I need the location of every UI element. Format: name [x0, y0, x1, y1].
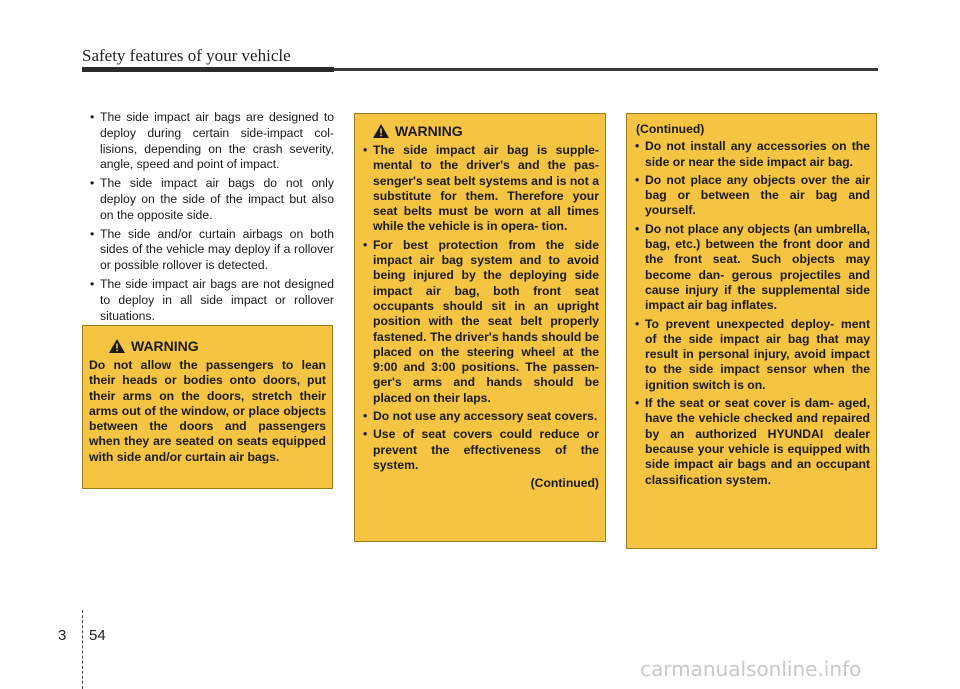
- page-margin-line: [82, 610, 83, 689]
- list-item: • If the seat or seat cover is dam- aged, have the vehicle checked and repaired by an authorized HYUNDAI dealer because your vehicle is equipped with side impact air bags and an occupant classification system.: [633, 396, 870, 488]
- warning-box-continued: [626, 113, 877, 549]
- warning-heading-label: WARNING: [395, 123, 463, 139]
- list-item: • The side impact air bags are designed to deploy during certain side-impact col- lisions, depending on the crash severity, angle, speed and point of impact.: [88, 110, 334, 173]
- warning-heading: [373, 123, 599, 139]
- continued-label: (Continued): [530, 476, 599, 491]
- list-item: • Do not place any objects over the air bag or between the air bag and yourself.: [633, 173, 870, 219]
- warning-box-side-airbag: [354, 113, 606, 542]
- warning-box-passenger-lean: [82, 325, 333, 489]
- list-item: • Do not place any objects (an umbrella, bag, etc.) between the front door and the front seat. Such objects may become dan- gerous projectiles and cause injury if the supplemental side impact air bag inflates.: [633, 222, 870, 314]
- intro-bullet-list: [88, 110, 334, 327]
- warning-triangle-icon: [373, 124, 389, 138]
- warning-heading-label: WARNING: [131, 338, 199, 354]
- page-number: 54: [89, 627, 106, 644]
- list-item: • For best protection from the side impact air bag system and to avoid being injured by the deploying side impact air bag, both front seat occupants should sit in an upright position with the seat belt properly fastened. The driver's hands should be placed on the steering wheel at the 9:00 and 3:00 positions. The passen- ger's arms and hands should be placed on their laps.: [361, 238, 599, 406]
- warning-text: Do not allow the passengers to lean their heads or bodies onto doors, put their arms on the doors, stretch their arms out of the window, or place objects between the doors and passengers when they are seated on seats equipped with side and/or curtain air bags.: [89, 358, 326, 464]
- list-item: • Use of seat covers could reduce or prevent the effectiveness of the system.: [361, 427, 599, 473]
- watermark: carmanualsonline.info: [640, 657, 862, 681]
- warning-triangle-icon: [109, 339, 125, 353]
- continued-label: (Continued): [636, 122, 705, 136]
- chapter-number: 3: [58, 627, 67, 644]
- list-item: • The side and/or curtain airbags on both sides of the vehicle may deploy if a rollover or possible rollover is detected.: [88, 227, 334, 274]
- list-item: • The side impact air bags are not designed to deploy in all side impact or rollover situations.: [88, 277, 334, 324]
- warning-bullet-list: [361, 143, 599, 473]
- page-section-title: Safety features of your vehicle: [82, 46, 291, 65]
- list-item: • The side impact air bags do not only deploy on the side of the impact but also on the opposite side.: [88, 176, 334, 223]
- list-item: • Do not install any accessories on the side or near the side impact air bag.: [633, 139, 870, 170]
- header-rule: [82, 67, 878, 72]
- warning-bullet-list: [633, 139, 870, 488]
- list-item: • Do not use any accessory seat covers.: [361, 409, 599, 424]
- list-item: • The side impact air bag is supple- mental to the driver's and the pas- senger's seat belt systems and is not a substitute for them. Therefore your seat belts must be worn at all times while the vehicle is in opera- tion.: [361, 143, 599, 235]
- list-item: • To prevent unexpected deploy- ment of the side impact air bag that may result in personal injury, avoid impact to the side impact sensor when the ignition switch is on.: [633, 317, 870, 393]
- warning-heading: [109, 338, 326, 354]
